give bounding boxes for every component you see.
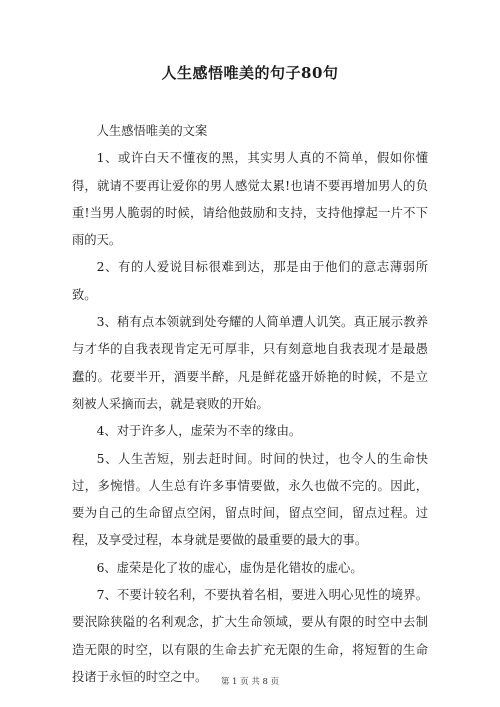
page-footer: 第 1 页 共 8 页 bbox=[220, 677, 280, 687]
paragraph-2: 2、有的人爱说目标很难到达，那是由于他们的意志薄弱所致。 bbox=[72, 260, 428, 302]
paragraph-1: 1、或许白天不懂夜的黑，其实男人真的不简单，假如你懂得，就请不要再让爱你的男人感觉太累!也请不要再增加男人的负重!当男人脆弱的时候，请给他鼓励和支持，支持他撑起一片不下雨的天。 bbox=[72, 151, 428, 248]
paragraph-4: 4、对于许多人，虚荣为不幸的缘由。 bbox=[96, 424, 302, 439]
paragraph-6: 6、虚荣是化了妆的虚心，虚伪是化错妆的虚心。 bbox=[96, 560, 363, 575]
page-title: 人生感悟唯美的句子80句 bbox=[161, 64, 339, 82]
document-body bbox=[72, 118, 428, 691]
paragraph-3: 3、稍有点本领就到处夸耀的人简单遭人讥笑。真正展示教养与才华的自我表现肯定无可厚非，只有刻意地自我表现才是最愚蠢的。花要半开，酒要半醉，凡是鲜花盛开娇艳的时候，不是立刻被人采摘而去，就是衰败的开始。 bbox=[72, 315, 428, 411]
paragraph-7: 7、不要计较名利，不要执着名相，要进入明心见性的境界。要泯除狭隘的名利观念，扩大生命领域，要从有限的时空中去制造无限的时空，以有限的生命去扩充无限的生命，将短暂的生命投诸于永恒的时空之中。 bbox=[72, 588, 428, 684]
section-subtitle: 人生感悟唯美的文案 bbox=[96, 124, 208, 138]
paragraph-5: 5、人生苦短，别去赶时间。时间的快过，也令人的生命快过，多惋惜。人生总有许多事情要做，永久也做不完的。因此，要为自己的生命留点空闲，留点时间，留点空间，留点过程。过程，及享受过程，本身就是要做的最重要的最大的事。 bbox=[72, 451, 428, 548]
